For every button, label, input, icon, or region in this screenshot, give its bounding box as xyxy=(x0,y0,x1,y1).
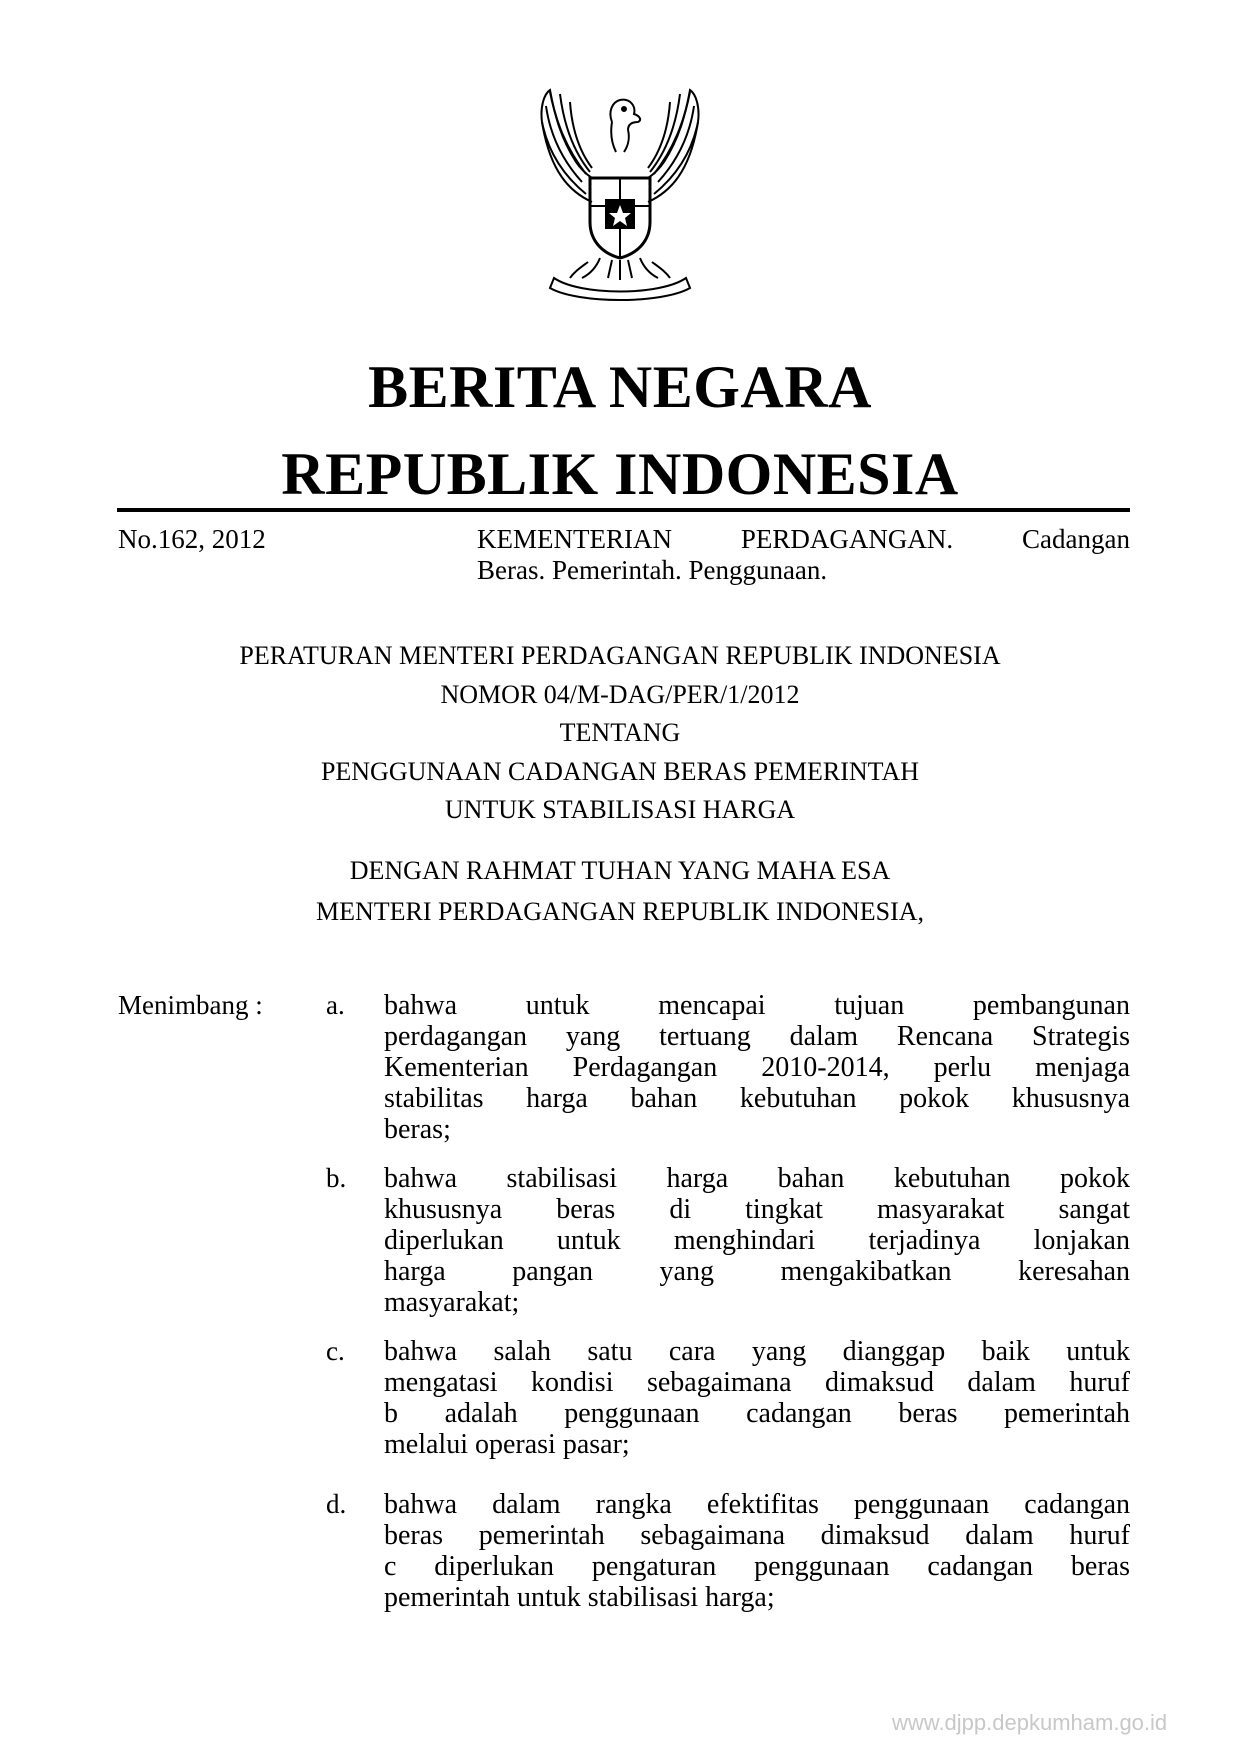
clause-line: bahwa salah satu cara yang dianggap baik untuk xyxy=(384,1336,1130,1367)
clause-line: harga pangan yang mengakibatkan keresahan xyxy=(384,1256,1130,1287)
opening-formula xyxy=(0,850,1240,932)
menimbang-label: Menimbang : xyxy=(118,990,263,1020)
clause-line: bahwa dalam rangka efektifitas penggunaan cadangan xyxy=(384,1489,1130,1520)
issue-number: No.162, 2012 xyxy=(118,524,266,554)
garuda-pancasila-emblem-icon xyxy=(520,82,720,304)
clause-line: beras; xyxy=(384,1114,451,1145)
clause-line: melalui operasi pasar; xyxy=(384,1429,630,1460)
masthead-subtitle: REPUBLIK INDONESIA xyxy=(281,441,959,507)
clause-line: pemerintah untuk stabilisasi harga; xyxy=(384,1582,775,1613)
clause-letter: b. xyxy=(326,1163,347,1193)
regulation-title-line: PENGGUNAAN CADANGAN BERAS PEMERINTAH xyxy=(320,756,920,786)
clause-line: stabilitas harga bahan kebutuhan pokok khususnya xyxy=(384,1083,1130,1114)
clause-letter: d. xyxy=(326,1489,347,1519)
clause-line: khususnya beras di tingkat masyarakat sangat xyxy=(384,1194,1130,1225)
clause-letter: a. xyxy=(326,990,345,1020)
issue-subject-line: KEMENTERIAN PERDAGANGAN. Cadangan xyxy=(477,524,1130,554)
clause-line: bahwa untuk mencapai tujuan pembangunan xyxy=(384,990,1130,1021)
clause-line: mengatasi kondisi sebagaimana dimaksud dalam huruf xyxy=(384,1367,1130,1398)
watermark-link: www.djpp.depkumham.go.id xyxy=(892,1710,1168,1735)
clause-letter: c. xyxy=(326,1336,345,1366)
masthead-title: BERITA NEGARA xyxy=(368,354,872,420)
issue-subject xyxy=(477,524,1130,586)
clause-line: b adalah penggunaan cadangan beras pemerintah xyxy=(384,1398,1130,1429)
clause-line: beras pemerintah sebagaimana dimaksud dalam huruf xyxy=(384,1520,1130,1551)
opening-line: DENGAN RAHMAT TUHAN YANG MAHA ESA xyxy=(349,856,891,885)
regulation-title xyxy=(0,637,1240,830)
opening-line: MENTERI PERDAGANGAN REPUBLIK INDONESIA, xyxy=(315,897,925,926)
clause-line: bahwa stabilisasi harga bahan kebutuhan pokok xyxy=(384,1163,1130,1194)
clause-line: c diperlukan pengaturan penggunaan cadangan beras xyxy=(384,1551,1130,1582)
issue-subject-line: Beras. Pemerintah. Penggunaan. xyxy=(477,555,828,585)
regulation-title-line: PERATURAN MENTERI PERDAGANGAN REPUBLIK INDONESIA xyxy=(239,641,1001,670)
clause-line: Kementerian Perdagangan 2010-2014, perlu menjaga xyxy=(384,1052,1130,1083)
masthead-divider xyxy=(117,508,1130,512)
regulation-title-line: TENTANG xyxy=(559,718,681,747)
clause-line: masyarakat; xyxy=(384,1287,520,1318)
clause-line: perdagangan yang tertuang dalam Rencana Strategis xyxy=(384,1021,1130,1052)
regulation-number: NOMOR 04/M-DAG/PER/1/2012 xyxy=(440,679,800,709)
clause-line: diperlukan untuk menghindari terjadinya lonjakan xyxy=(384,1225,1130,1256)
regulation-title-line: UNTUK STABILISASI HARGA xyxy=(444,795,796,824)
